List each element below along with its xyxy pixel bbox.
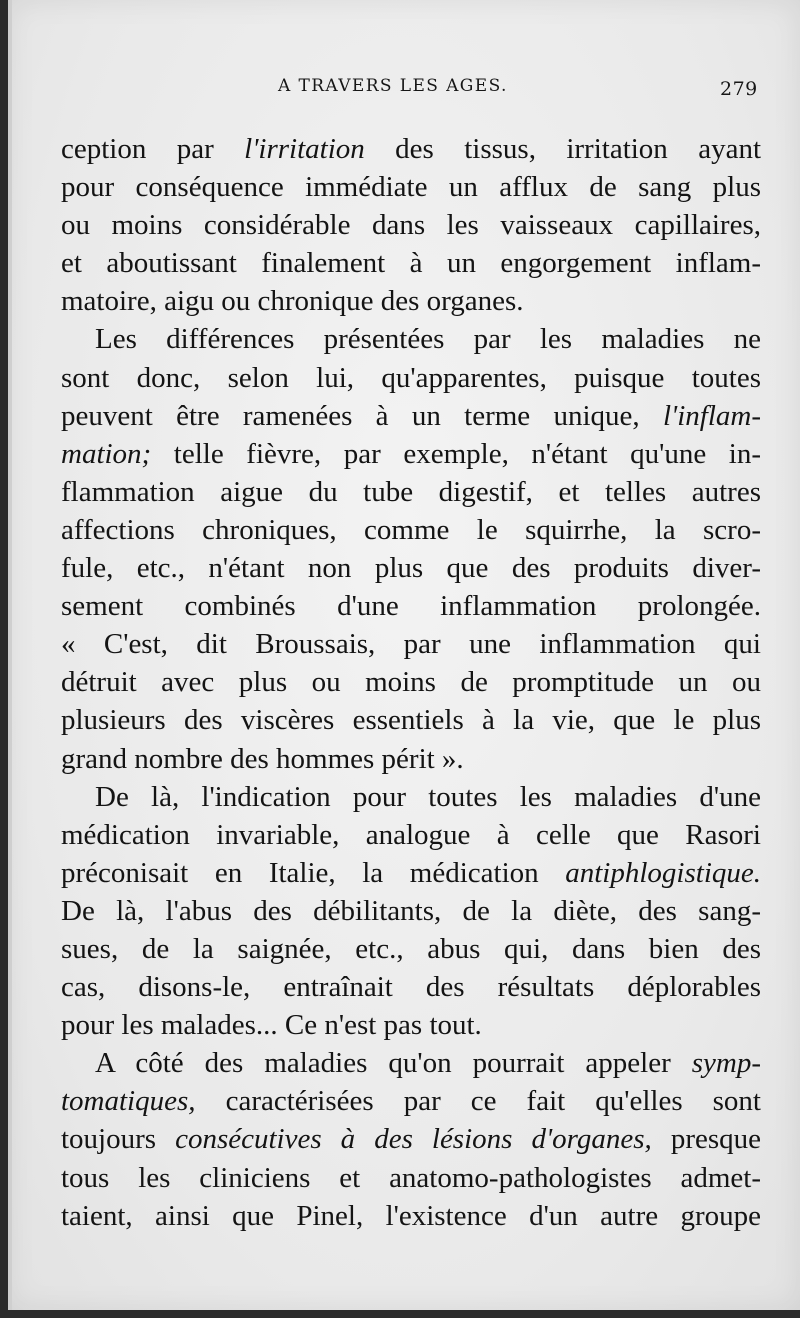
text-line: A côté des maladies qu'on pourrait appeler symp- (95, 1047, 761, 1080)
text-line: médication invariable, analogue à celle que Rasori (61, 818, 761, 851)
text-line: tous les cliniciens et anatomo-pathologistes admet- (61, 1161, 761, 1194)
book-page (8, 0, 800, 1310)
text-line: affections chroniques, comme le squirrhe, la scro- (61, 513, 761, 546)
text-line: tomatiques, caractérisées par ce fait qu'elles sont (61, 1085, 761, 1118)
text-line: pour les malades... Ce n'est pas tout. (61, 1009, 482, 1042)
text-line: ception par l'irritation des tissus, irritation ayant (61, 133, 761, 165)
text-line: sues, de la saignée, etc., abus qui, dans bien des (61, 932, 761, 965)
text-line: De là, l'indication pour toutes les maladies d'une (95, 780, 761, 813)
text-line: sement combinés d'une inflammation prolongée. (61, 590, 761, 623)
text-line: toujours consécutives à des lésions d'organes, presque (61, 1123, 762, 1156)
text-line: matoire, aigu ou chronique des organes. (61, 285, 524, 318)
text-line: sont donc, selon lui, qu'apparentes, puisque toutes (61, 361, 761, 394)
text-line: taient, ainsi que Pinel, l'existence d'un autre groupe (61, 1199, 761, 1232)
page-number: 279 (720, 78, 758, 100)
text-line: peuvent être ramenées à un terme unique, l'inflam- (61, 399, 761, 432)
text-line: cas, disons-le, entraînait des résultats déplorables (61, 971, 761, 1004)
text-line: grand nombre des hommes périt ». (61, 742, 464, 775)
text-line: « C'est, dit Broussais, par une inflammation qui (61, 628, 761, 661)
text-line: préconisait en Italie, la médication antiphlogistique. (61, 856, 761, 889)
text-line: fule, etc., n'étant non plus que des produits diver- (61, 552, 761, 585)
text-line: détruit avec plus ou moins de promptitude un ou (61, 666, 761, 699)
page-header (8, 76, 800, 106)
running-head: A TRAVERS LES AGES. (278, 76, 508, 96)
text-line: plusieurs des viscères essentiels à la vie, que le plus (61, 704, 761, 737)
text-line: pour conséquence immédiate un afflux de sang plus (61, 171, 761, 204)
body-text (61, 130, 761, 1235)
text-line: Les différences présentées par les maladies ne (95, 323, 761, 356)
text-line: ou moins considérable dans les vaisseaux capillaires, (61, 209, 761, 242)
text-line: mation; telle fièvre, par exemple, n'étant qu'une in- (61, 437, 761, 470)
text-line: flammation aigue du tube digestif, et telles autres (61, 475, 761, 508)
text-line: et aboutissant finalement à un engorgement inflam- (61, 247, 761, 280)
text-line: De là, l'abus des débilitants, de la diète, des sang- (61, 894, 761, 927)
